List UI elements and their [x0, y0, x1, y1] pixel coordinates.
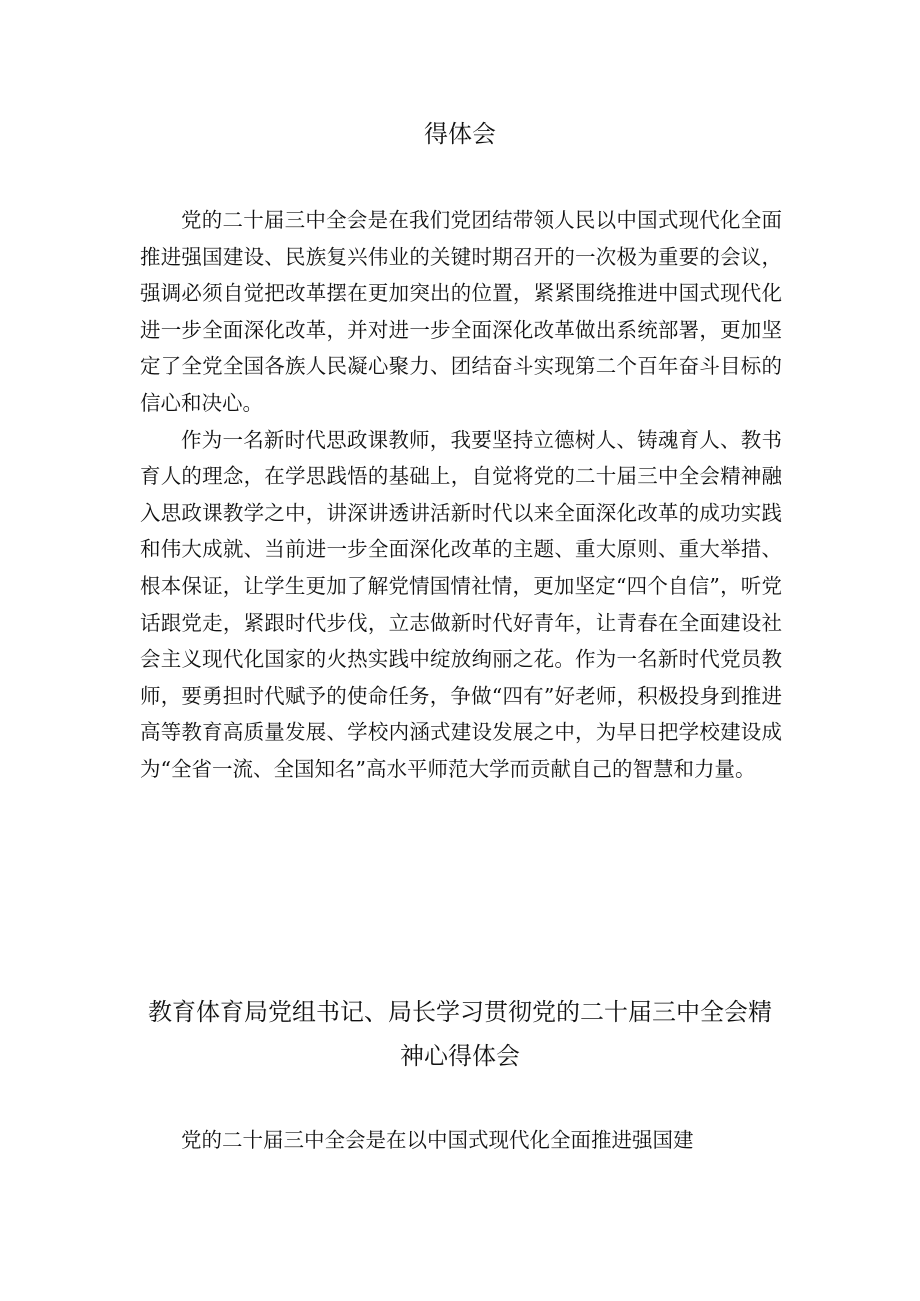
article-2-body [140, 1122, 782, 1159]
article-1-paragraph-2: 作为一名新时代思政课教师，我要坚持立德树人、铸魂育人、教书育人的理念，在学思践悟的基础上，自觉将党的二十届三中全会精神融入思政课教学之中，讲深讲透讲活新时代以来全面深化改革的成功实践和伟大成就、当前进一步全面深化改革的主题、重大原则、重大举措、根本保证，让学生更加了解党情国情社情，更加坚定“四个自信”，听党话跟党走，紧跟时代步伐，立志做新时代好青年，让青春在全面建设社会主义现代化国家的火热实践中绽放绚丽之花。作为一名新时代党员教师，要勇担时代赋予的使命任务，争做“四有”好老师，积极投身到推进高等教育高质量发展、学校内涵式建设发展之中，为早日把学校建设成为“全省一流、全国知名”高水平师范大学而贡献自己的智慧和力量。 [140, 427, 782, 781]
article-1-paragraph-1: 党的二十届三中全会是在我们党团结带领人民以中国式现代化全面推进强国建设、民族复兴伟业的关键时期召开的一次极为重要的会议，强调必须自觉把改革摆在更加突出的位置，紧紧围绕推进中国式现代化进一步全面深化改革，并对进一步全面深化改革做出系统部署，更加坚定了全党全国各族人民凝心聚力、团结奋斗实现第二个百年奋斗目标的信心和决心。 [140, 208, 782, 415]
article-2-paragraph-1: 党的二十届三中全会是在以中国式现代化全面推进强国建 [181, 1128, 694, 1152]
article-1-title: 得体会 [424, 120, 496, 148]
article-2-title: 教育体育局党组书记、局长学习贯彻党的二十届三中全会精神心得体会 [148, 998, 772, 1070]
article-1-body [140, 202, 782, 788]
